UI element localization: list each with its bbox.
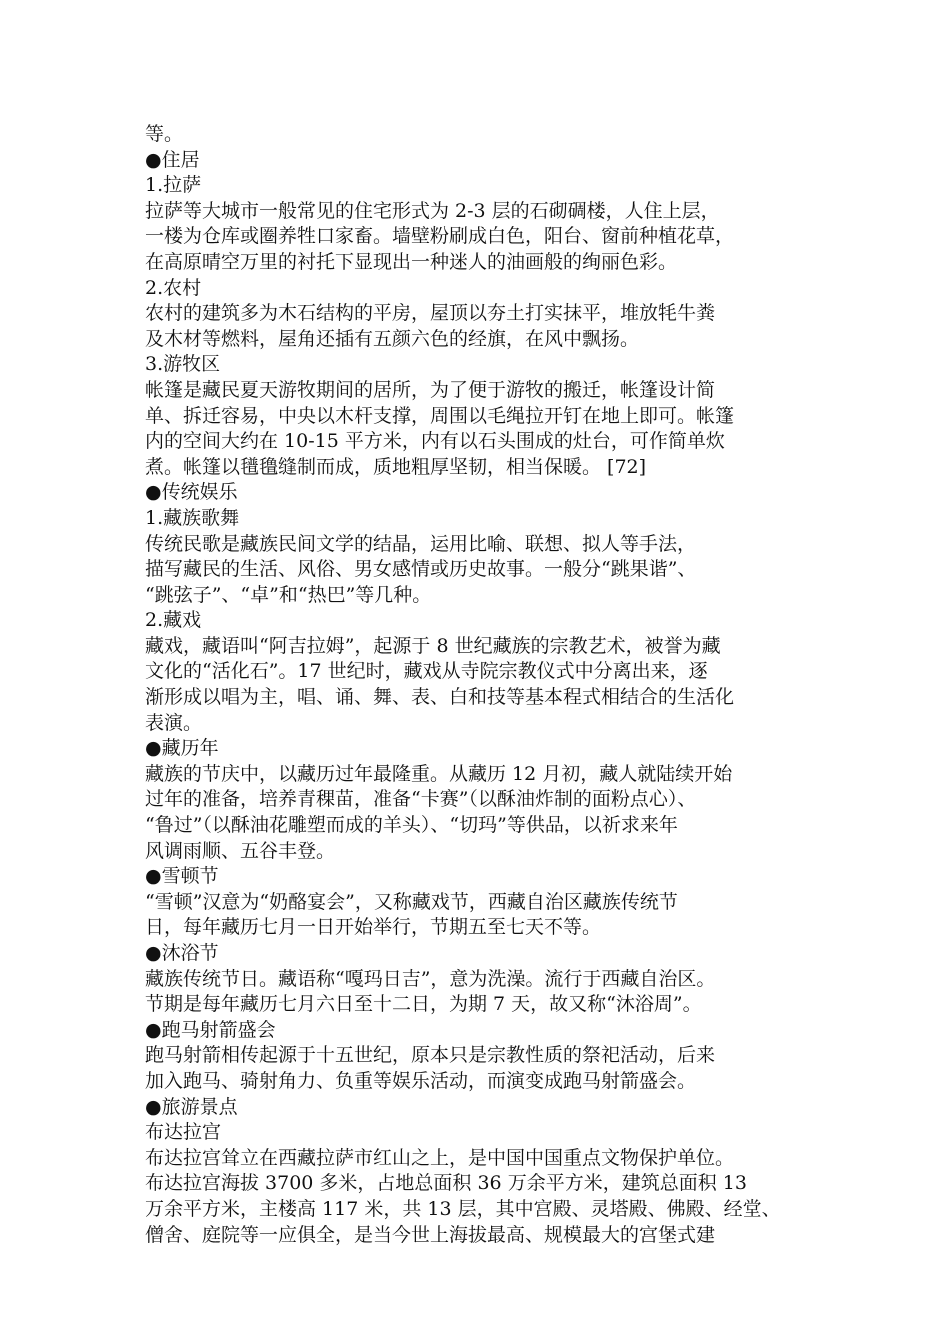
text-line: 跑马射箭相传起源于十五世纪，原本只是宗教性质的祭祀活动，后来 — [145, 1044, 716, 1067]
subheading-tibetan-opera: 2.藏戏 — [145, 609, 202, 632]
text-line: 农村的建筑多为木石结构的平房，屋顶以夯土打实抹平，堆放牦牛粪 — [145, 302, 716, 325]
text-line: 渐形成以唱为主，唱、诵、舞、表、白和技等基本程式相结合的生活化 — [145, 686, 735, 709]
text-line: “跳弦子”、“卓”和“热巴”等几种。 — [145, 583, 432, 606]
text-line: 布达拉宫耸立在西藏拉萨市红山之上，是中国中国重点文物保护单位。 — [145, 1146, 735, 1169]
section-heading-attractions: ●旅游景点 — [145, 1095, 238, 1118]
text-line: 帐篷是藏民夏天游牧期间的居所，为了便于游牧的搬迁，帐篷设计简 — [145, 378, 716, 401]
section-heading-entertainment: ●传统娱乐 — [145, 481, 238, 504]
text-line: 节期是每年藏历七月六日至十二日，为期 7 天，故又称“沐浴周”。 — [145, 993, 702, 1016]
text-line: 藏戏，藏语叫“阿吉拉姆”，起源于 8 世纪藏族的宗教艺术，被誉为藏 — [145, 634, 721, 657]
text-line: 在高原晴空万里的衬托下显现出一种迷人的油画般的绚丽色彩。 — [145, 250, 678, 273]
text-line: 文化的“活化石”。17 世纪时，藏戏从寺院宗教仪式中分离出来，逐 — [145, 660, 708, 683]
text-line: 风调雨顺、五谷丰登。 — [145, 839, 336, 862]
text-line: 拉萨等大城市一般常见的住宅形式为 2-3 层的石砌碉楼，人住上层， — [145, 199, 720, 222]
text-line: 万余平方米，主楼高 117 米，共 13 层，其中宫殿、灵塔殿、佛殿、经堂、 — [145, 1197, 781, 1220]
subheading-countryside: 2.农村 — [145, 276, 202, 299]
text-line: 过年的准备，培养青稞苗，准备“卡赛”（以酥油炸制的面粉点心）、 — [145, 788, 697, 811]
section-heading-shoton-festival: ●雪顿节 — [145, 865, 219, 888]
text-line: 单、拆迁容易，中央以木杆支撑，周围以毛绳拉开钉在地上即可。帐篷 — [145, 404, 735, 427]
text-line: 僧舍、庭院等一应俱全，是当今世上海拔最高、规模最大的宫堡式建 — [145, 1223, 716, 1246]
text-line: 煮。帐篷以氆氇缝制而成，质地粗厚坚韧，相当保暖。 [72] — [145, 455, 647, 478]
section-heading-housing: ●住居 — [145, 148, 200, 171]
subheading-lhasa: 1.拉萨 — [145, 174, 202, 197]
section-heading-tibetan-new-year: ●藏历年 — [145, 737, 219, 760]
text-line: 加入跑马、骑射角力、负重等娱乐活动，而演变成跑马射箭盛会。 — [145, 1069, 697, 1092]
text-line: “雪顿”汉意为“奶酪宴会”，又称藏戏节，西藏自治区藏族传统节 — [145, 890, 678, 913]
text-line: 等。 — [145, 123, 184, 145]
document-page — [145, 122, 835, 1248]
text-line: 描写藏民的生活、风俗、男女感情或历史故事。一般分“跳果谐”、 — [145, 558, 697, 581]
subheading-pastoral-area: 3.游牧区 — [145, 353, 221, 376]
text-line: 布达拉宫海拔 3700 多米，占地总面积 36 万余平方米，建筑总面积 13 — [145, 1172, 747, 1195]
text-line: 藏族的节庆中，以藏历过年最隆重。从藏历 12 月初，藏人就陆续开始 — [145, 762, 733, 785]
subheading-song-dance: 1.藏族歌舞 — [145, 506, 240, 529]
subheading-potala-palace: 布达拉宫 — [145, 1121, 222, 1144]
text-line: 日，每年藏历七月一日开始举行，节期五至七天不等。 — [145, 916, 602, 939]
text-line: 表演。 — [145, 711, 203, 734]
text-line: 内的空间大约在 10-15 平方米，内有以石头围成的灶台，可作简单炊 — [145, 430, 725, 453]
text-line: 传统民歌是藏族民间文学的结晶，运用比喻、联想、拟人等手法， — [145, 532, 697, 555]
text-line: 一楼为仓库或圈养牲口家畜。墙壁粉刷成白色，阳台、窗前种植花草， — [145, 225, 735, 248]
text-line: 及木材等燃料，屋角还插有五颜六色的经旗，在风中飘扬。 — [145, 327, 640, 350]
section-heading-bathing-festival: ●沐浴节 — [145, 942, 219, 964]
section-heading-horse-racing-archery: ●跑马射箭盛会 — [145, 1018, 276, 1041]
text-line: 藏族传统节日。藏语称“嘎玛日吉”，意为洗澡。流行于西藏自治区。 — [145, 967, 716, 990]
text-line: “鲁过”（以酥油花雕塑而成的羊头）、“切玛”等供品，以祈求来年 — [145, 814, 678, 837]
